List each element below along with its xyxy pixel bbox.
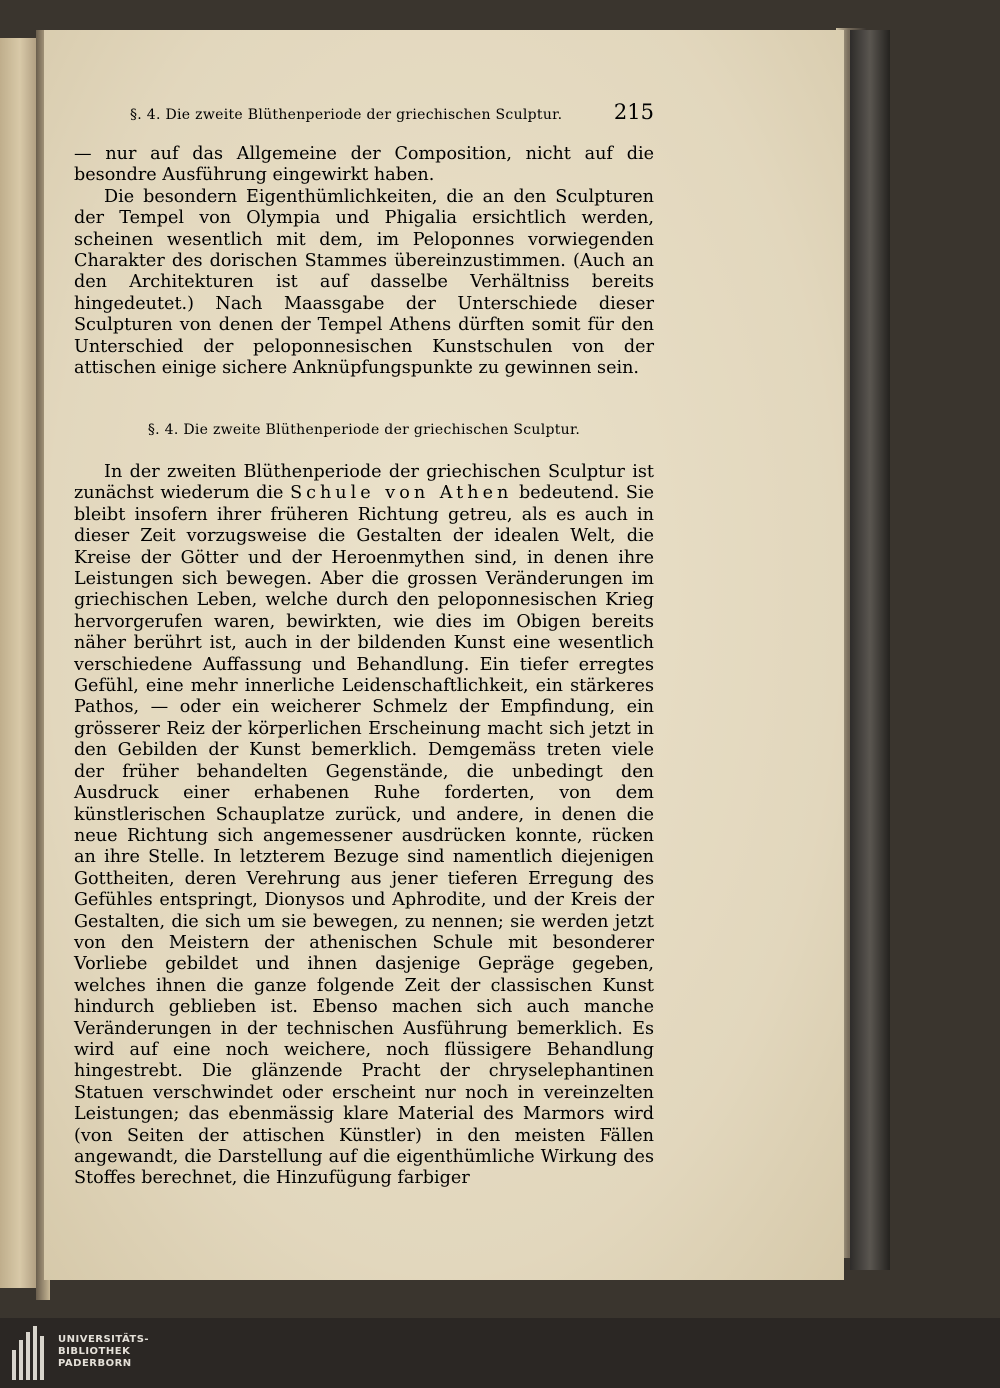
section-heading: §. 4. Die zweite Blüthenperiode der griechischen Sculptur. — [147, 422, 581, 438]
paragraph: Die besondern Eigenthümlichkeiten, die an den Sculpturen der Tempel von Olympia und Phigalia ersichtlich werden, scheinen wesentlich mit dem, im Peloponnes vorwiegenden Charakter des dorischen Stammes übereinzustimmen. (Auch an den Architekturen ist auf dasselbe Verhältniss bereits hingedeutet.) Nach Maassgabe der Unterschiede dieser Sculpturen von denen der Tempel Athens dürften somit für den Unterschied der peloponnesischen Kunstschulen von der attischen einige sichere Anknüpfungspunkte zu gewinnen sein. — [74, 186, 654, 379]
logo-line: PADERBORN — [58, 1358, 132, 1369]
paragraph-start: In der zweiten Blüthenperiode der griechischen Sculptur ist zunächst wiederum die — [74, 462, 654, 504]
running-head: §. 4. Die zweite Blüthenperiode der griechischen Sculptur. — [130, 107, 563, 123]
page-header — [74, 100, 654, 124]
book-cover-edge — [850, 30, 890, 1270]
paragraph-rest: bedeutend. Sie bleibt insofern ihrer früheren Richtung getreu, als es auch in dieser Zeit vorzugsweise die Gestalten der idealen Welt, die Kreise der Götter und der Heroenmythen sind, in denen ihre Leistungen sich bewegen. Aber die grossen Veränderungen im griechischen Leben, welche durch den peloponnesischen Krieg hervorgerufen waren, bewirkten, wie dies im Obigen bereits näher berührt ist, auch in der bildenden Kunst eine wesentlich verschiedene Auffassung und Behandlung. Ein tiefer erregtes Gefühl, eine mehr innerliche Leidenschaftlichkeit, ein stärkeres Pathos, — oder ein weicherer Schmelz der Empfindung, ein grösserer Reiz der körperlichen Erscheinung macht sich jetzt in den Gebilden der Kunst bemerklich. Demgemäss treten viele der früher behandelten Gegenstände, die unbedingt den Ausdruck einer erhabenen Ruhe forderten, von dem künstlerischen Schauplatze zurück, und andere, in denen die neue Richtung sich angemessener ausdrücken konnte, rücken an ihre Stelle. In letzterem Bezuge sind namentlich diejenigen Gottheiten, deren Verehrung aus jener tieferen Erregung des Gefühles entspringt, Dionysos und Aphrodite, und der Kreis der Gestalten, die sich um sie bewegen, zu nennen; sie werden jetzt von den Meistern der athenischen Schule mit besonderer Vorliebe gebildet und ihnen dasjenige Gepräge gegeben, welches ihnen die ganze folgende Zeit der classischen Kunst hindurch geblieben ist. Ebenso machen sich auch manche Veränderungen in der technischen Ausführung bemerklich. Es wird auf eine noch weichere, noch flüssigere Behandlung hingestrebt. Die glänzende Pracht der chryselephantinen Statuen verschwindet oder erscheint nur noch in vereinzelten Leistungen; das ebenmässig klare Material des Marmors wird (von Seiten der attischen Künstler) in den meisten Fällen angewandt, die Darstellung auf die eigenthümliche Wirkung des Stoffes berechnet, die Hinzufügung farbiger — [74, 483, 654, 1189]
paragraph: — nur auf das Allgemeine der Composition, nicht auf die besondre Ausführung eingewirkt haben. — [74, 144, 654, 186]
library-footer — [0, 1318, 1000, 1388]
text-block-continuation — [74, 144, 654, 379]
library-logo-text — [58, 1334, 149, 1370]
logo-line: BIBLIOTHEK — [58, 1346, 131, 1357]
left-page-edge — [0, 38, 40, 1288]
paragraph — [74, 462, 654, 1190]
text-block-section — [74, 462, 654, 1190]
page-number: 215 — [613, 100, 654, 124]
emphasized-term: Schule von Athen — [290, 483, 513, 504]
logo-line: UNIVERSITÄTS- — [58, 1334, 150, 1345]
library-logo-icon — [10, 1326, 50, 1380]
